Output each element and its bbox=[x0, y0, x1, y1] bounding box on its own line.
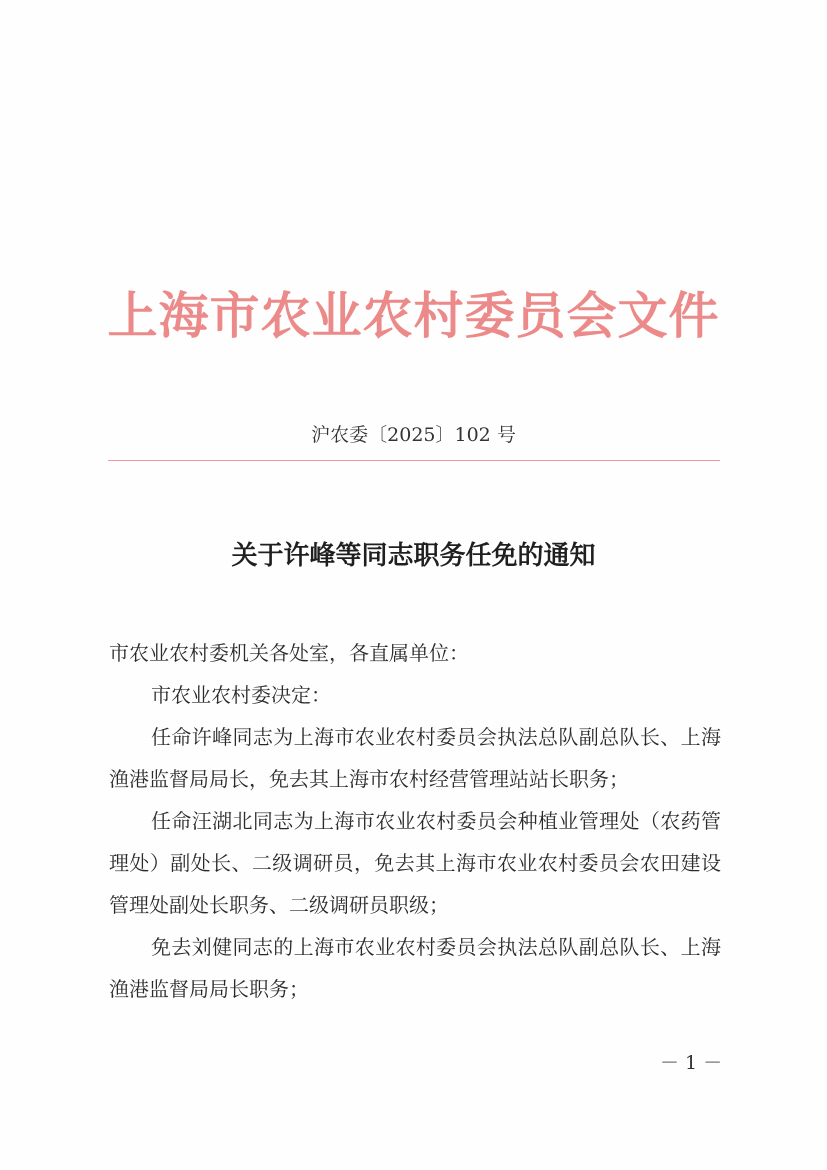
salutation: 市农业农村委机关各处室，各直属单位： bbox=[109, 641, 469, 665]
body-paragraph: 任命许峰同志为上海市农业农村委员会执法总队副总队长、上海渔港监督局局长，免去其上海市农村经营管理站站长职务； bbox=[109, 725, 721, 791]
issuing-organization-header: 上海市农业农村委员会文件 bbox=[107, 286, 720, 345]
document-number: 沪农委〔2025〕102 号 bbox=[311, 424, 516, 446]
body-paragraph: 任命汪湖北同志为上海市农业农村委员会种植业管理处（农药管理处）副处长、二级调研员，免去其上海市农业农村委员会农田建设管理处副处长职务、二级调研员职级； bbox=[109, 809, 721, 917]
page-number: － 1 － bbox=[660, 1052, 723, 1074]
document-body bbox=[109, 632, 721, 1010]
red-separator-line bbox=[108, 460, 720, 461]
body-paragraph: 市农业农村委决定： bbox=[151, 683, 331, 707]
body-paragraph: 免去刘健同志的上海市农业农村委员会执法总队副总队长、上海渔港监督局局长职务； bbox=[109, 935, 721, 1001]
document-title: 关于许峰等同志职务任免的通知 bbox=[231, 541, 596, 571]
